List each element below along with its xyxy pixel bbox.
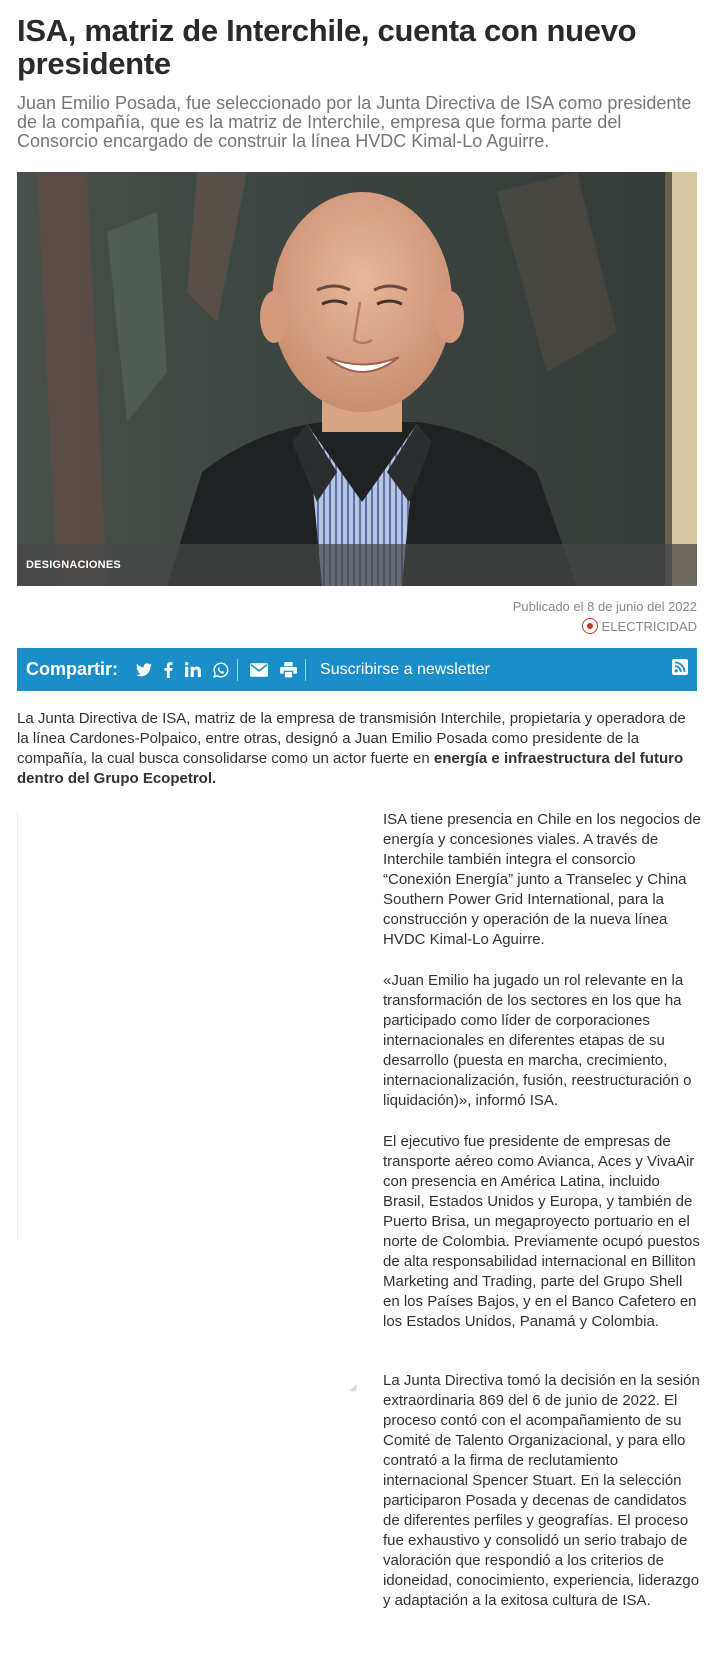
image-category-band xyxy=(17,544,697,586)
image-category-label[interactable]: DESIGNACIONES xyxy=(26,559,121,571)
share-tools xyxy=(250,662,297,678)
article-lead xyxy=(17,709,697,789)
share-label: Compartir: xyxy=(26,659,119,679)
body-paragraph: «Juan Emilio ha jugado un rol relevante en la transformación de los sectores en los que ha participado como líder de corporaciones internacionales en diferentes etapas de su desarrollo (puesta en marcha, crecimiento, internacionalización, fusión, reestructuración o liquidación)», informó ISA. xyxy=(383,972,692,1109)
email-icon[interactable] xyxy=(250,663,268,677)
lead-bold-text: energía e infraestructura del futuro dentro del Grupo Ecopetrol. xyxy=(17,750,684,787)
newsletter-link[interactable]: Suscribirse a newsletter xyxy=(320,660,490,678)
twitter-icon[interactable] xyxy=(136,663,152,677)
print-icon[interactable] xyxy=(280,662,297,678)
rss-icon[interactable] xyxy=(672,659,688,680)
body-paragraph: La Junta Directiva tomó la decisión en la sesión extraordinaria 869 del 6 de junio de 2022. El proceso contó con el acompañamiento de su Comité de Talento Organizacional, y para ello contrató a la firma de reclutamiento internacional Spencer Stuart. En la selección participaron Posada y decenas de candidatos de diferentes perfiles y geografías. El proceso fue exhaustivo y consolidó un serio trabajo de valoración que respondió a los criterios de idoneidad, conocimiento, experiencia, liderazgo y adaptación a la exitosa cultura de ISA. xyxy=(383,1372,700,1609)
share-icons xyxy=(136,662,229,678)
hero-photo xyxy=(17,172,697,586)
facebook-icon[interactable] xyxy=(164,662,173,678)
lead-text: La Junta Directiva de ISA, matriz de la empresa de transmisión Interchile, propietaria y operadora de la línea Cardones-Polpaico, entre otras, designó a Juan Emilio Posada como presidente de la compañía, la cual busca consolidarse como un actor fuerte en xyxy=(17,710,686,767)
category-label[interactable]: ELECTRICIDAD xyxy=(601,618,697,634)
whatsapp-icon[interactable] xyxy=(213,662,229,678)
publish-date: Publicado el 8 de junio del 2022 xyxy=(512,599,697,614)
article-title: ISA, matriz de Interchile, cuenta con nuevo presidente xyxy=(17,13,637,81)
category-dot-icon xyxy=(582,618,598,634)
share-separator-2 xyxy=(305,659,306,681)
body-paragraph: El ejecutivo fue presidente de empresas de transporte aéreo como Avianca, Aces y VivaAir con presencia en América Latina, incluido Brasil, Estados Unidos y Europa, y también de Puerto Brisa, un megaproyecto portuario en el norte de Colombia. Previamente ocupó puestos de alta responsabilidad internacional en Billiton Marketing and Trading, parte del Grupo Shell en los Países Bajos, y en el Banco Cafetero en los Estados Unidos, Panamá y Colombia. xyxy=(383,1133,700,1330)
article-subtitle: Juan Emilio Posada, fue seleccionado por la Junta Directiva de ISA como presidente de la compañía, que es la matriz de Interchile, empresa que forma parte del Consorcio encargado de construir la línea HVDC Kimal-Lo Aguirre. xyxy=(17,93,692,151)
body-paragraph: ISA tiene presencia en Chile en los negocios de energía y concesiones viales. A través de Interchile también integra el consorcio “Conexión Energía” junto a Transelec y China Southern Power Grid International, para la construcción y operación de la nueva línea HVDC Kimal-Lo Aguirre. xyxy=(383,811,701,948)
ad-placeholder xyxy=(17,810,18,1240)
category-tag[interactable] xyxy=(582,618,697,634)
ad-marker-icon: ◢ xyxy=(349,1382,357,1393)
linkedin-icon[interactable] xyxy=(185,662,201,677)
portrait-illustration xyxy=(17,172,697,586)
share-separator xyxy=(237,659,238,681)
share-bar xyxy=(17,648,697,691)
